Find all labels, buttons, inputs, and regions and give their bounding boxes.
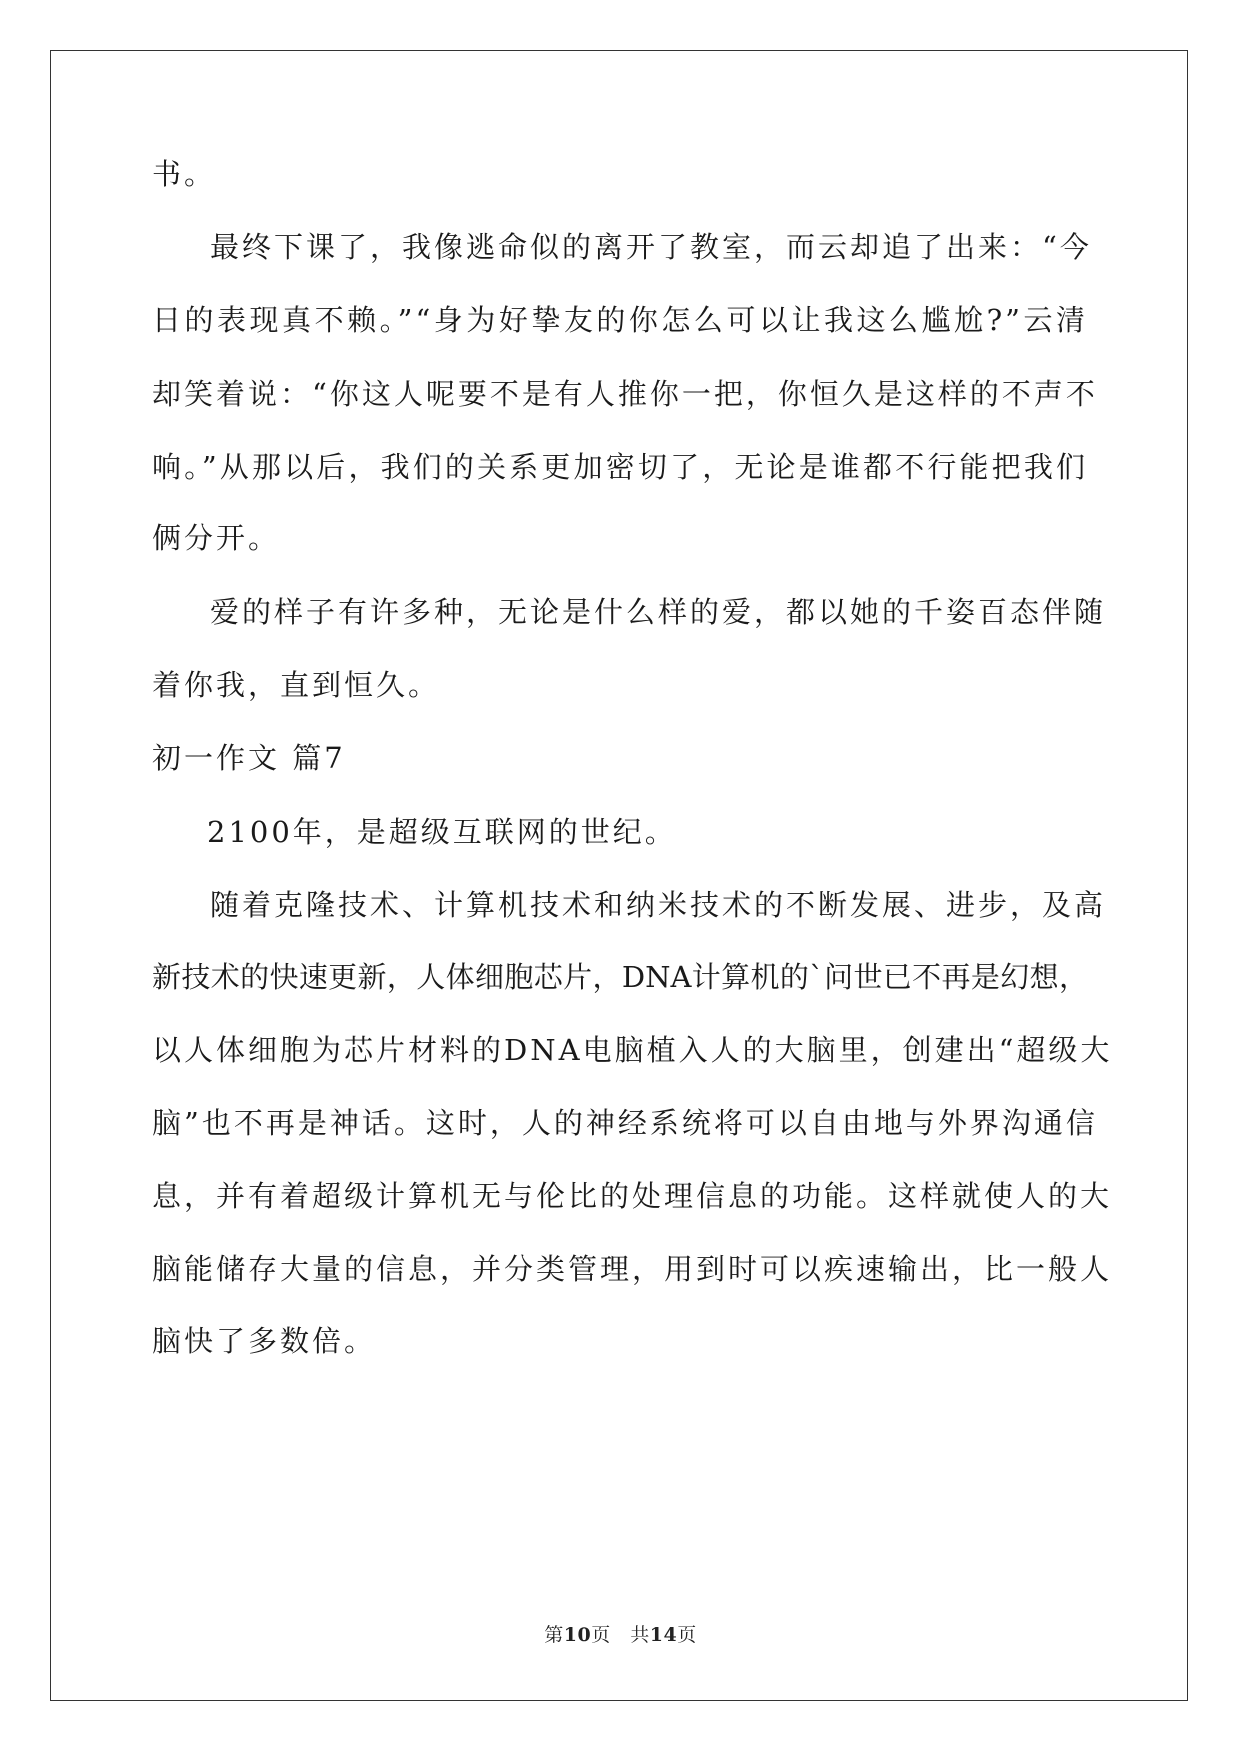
footer-page-current: 10 (563, 1624, 592, 1646)
text-line: 息，并有着超级计算机无与伦比的处理信息的功能。这样就使人的大 (152, 1179, 1113, 1213)
text-line: 脑能储存大量的信息，并分类管理，用到时可以疾速输出，比一般人 (152, 1252, 1113, 1286)
text-line: 响。”从那以后，我们的关系更加密切了，无论是谁都不行能把我们 (152, 450, 1088, 484)
text-line: 书。 (152, 157, 217, 191)
section-heading: 初一作文 篇7 (152, 741, 346, 775)
text-line: 日的表现真不赖。”“身为好挚友的你怎么可以让我这么尴尬?”云清 (152, 303, 1088, 337)
text-line: 着你我，直到恒久。 (152, 668, 441, 702)
footer-page-suffix: 页 (677, 1624, 697, 1646)
text-line: 俩分开。 (152, 521, 281, 555)
page-footer (0, 1620, 1241, 1647)
text-line: 却笑着说：“你这人呢要不是有人推你一把，你恒久是这样的不声不 (152, 377, 1098, 411)
text-line: 随着克隆技术、计算机技术和纳米技术的不断发展、进步，及高 (210, 888, 1107, 922)
text-line: 最终下课了，我像逃命似的离开了教室，而云却追了出来：“今 (210, 230, 1092, 264)
text-line: 新技术的快速更新，人体细胞芯片，DNA计算机的`问世已不再是幻想， (152, 960, 1088, 994)
footer-page-prefix: 第 (544, 1624, 564, 1646)
text-line: 脑快了多数倍。 (152, 1324, 377, 1358)
footer-page-total: 14 (649, 1624, 678, 1646)
text-line: 脑”也不再是神话。这时，人的神经系统将可以自由地与外界沟通信 (152, 1106, 1098, 1140)
text-line: 以人体细胞为芯片材料的DNA电脑植入人的大脑里，创建出“超级大 (152, 1033, 1113, 1067)
text-line: 爱的样子有许多种，无论是什么样的爱，都以她的千姿百态伴随 (210, 595, 1107, 629)
page-border (50, 50, 1188, 1701)
footer-page-mid: 页 共 (591, 1624, 650, 1646)
text-line: 2100年，是超级互联网的世纪。 (207, 815, 677, 849)
